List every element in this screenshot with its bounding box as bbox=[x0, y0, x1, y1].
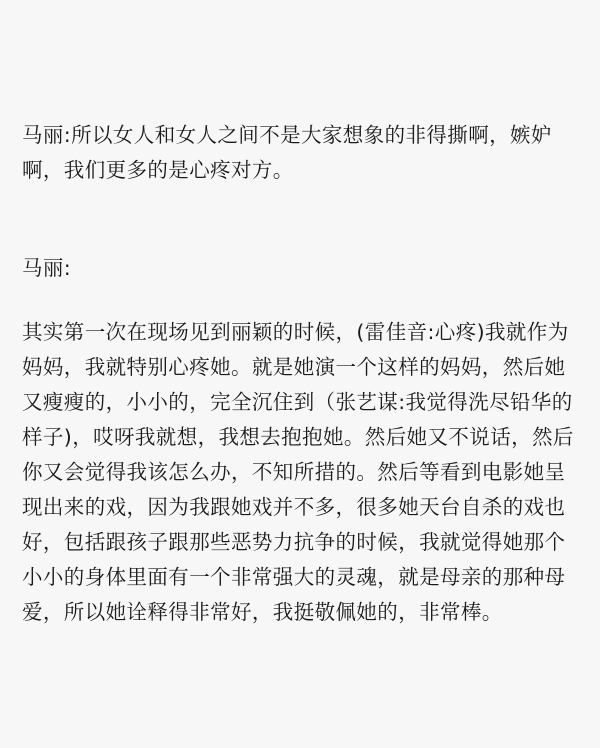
speaker-label-ma-li: 马丽: bbox=[22, 256, 72, 280]
paragraph-ma-li-statement: 马丽:所以女人和女人之间不是大家想象的非得撕啊，嫉妒啊，我们更多的是心疼对方。 bbox=[22, 123, 552, 182]
paragraph-ma-li-story: 其实第一次在现场见到丽颖的时候，(雷佳音:心疼)我就作为妈妈，我就特别心疼她。就是她演一个这样的妈妈，然后她又瘦瘦的，小小的，完全沉住到（张艺谋:我觉得洗尽铅华的样子)，哎呀我就想，我想去抱抱她。然后她又不说话，然后你又会觉得我该怎么办，不知所措的。然后等看到电影她呈现出来的戏，因为我跟她戏并不多，很多她天台自杀的戏也好，包括跟孩子跟那些恶势力抗争的时候，我就觉得她那个小小的身体里面有一个非常强大的灵魂，就是母亲的那种母爱，所以她诠释得非常好，我挺敬佩她的，非常棒。 bbox=[22, 320, 574, 624]
